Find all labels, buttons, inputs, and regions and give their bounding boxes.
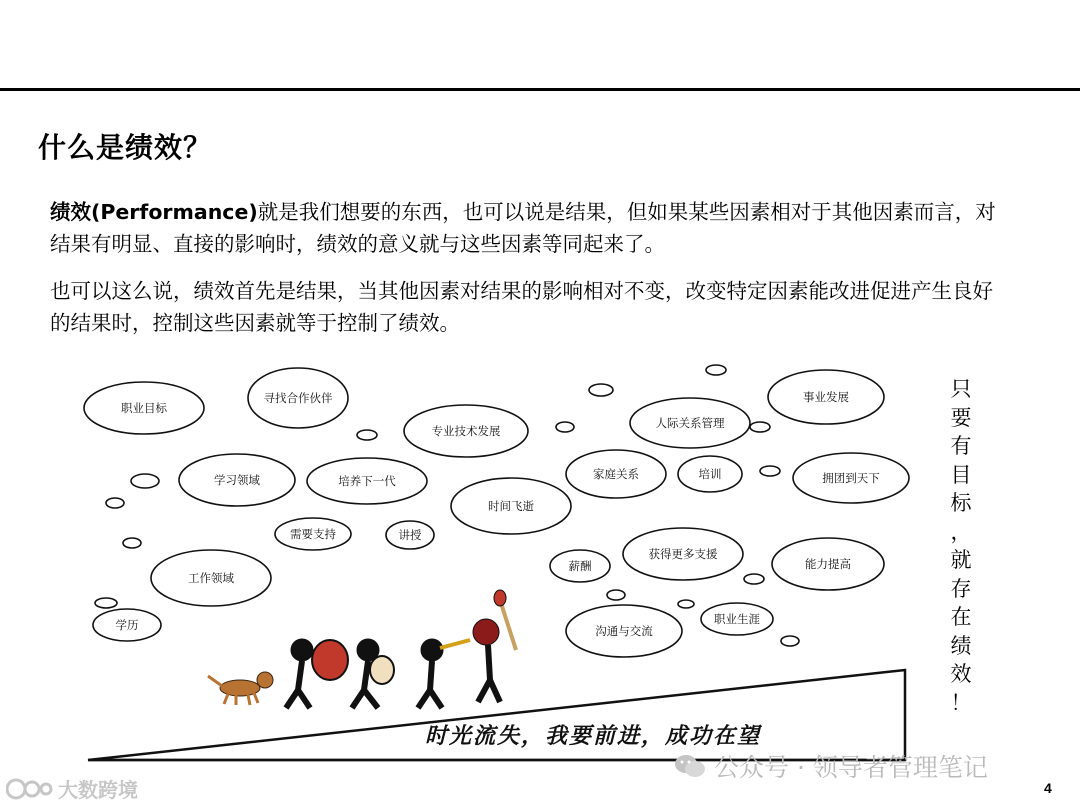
vertical-char: 只 [950, 377, 972, 401]
wechat-icon [674, 753, 706, 779]
bubble-label: 时间飞逝 [488, 499, 534, 513]
bubble-label: 专业技术发展 [431, 424, 501, 438]
bubble-label: 学习领域 [214, 473, 260, 487]
vertical-char: 目 [950, 462, 972, 487]
bubble-label: 能力提高 [805, 557, 851, 571]
vertical-char: 有 [950, 434, 972, 458]
paragraph-explanation: 也可以这么说，绩效首先是结果，当其他因素对结果的影响相对不变，改变特定因素能改进促进产生良好的结果时，控制这些因素就等于控制了绩效。 [50, 279, 993, 335]
vertical-slogan [946, 375, 976, 717]
bubble-label: 讲授 [398, 528, 422, 542]
paragraph-definition [50, 196, 1000, 260]
brand-logo [6, 774, 138, 803]
top-rule [0, 88, 1080, 91]
watermark-text: 公众号 · 领导者管理笔记 [714, 753, 988, 782]
bubble-label: 需要支持 [290, 527, 336, 541]
bubble-label: 沟通与交流 [595, 624, 653, 638]
vertical-char: 存 [950, 576, 972, 601]
bubble-label: 人际关系管理 [655, 416, 725, 430]
wechat-watermark [674, 748, 988, 784]
dog-figure [208, 672, 273, 705]
vertical-char: ， [950, 519, 972, 544]
bubble-label: 获得更多支援 [648, 547, 718, 561]
vertical-char: 在 [950, 605, 972, 629]
vertical-char: 效 [950, 662, 972, 686]
page-number: 4 [1044, 780, 1052, 796]
bubble-label: 工作领域 [188, 571, 234, 585]
bubble-label: 学历 [115, 618, 139, 632]
ramp-slogan: 时光流失，我要前进，成功在望 [425, 723, 762, 749]
performance-illustration [0, 350, 1080, 810]
vertical-char: 就 [950, 548, 972, 572]
brand-logo-text: 大数跨境 [58, 778, 138, 802]
vertical-char: 要 [950, 405, 972, 430]
bubble-label: 寻找合作伙伴 [263, 391, 333, 405]
marching-figures [286, 590, 516, 708]
vertical-char: 标 [950, 491, 972, 515]
bubble-label: 培养下一代 [338, 474, 396, 488]
vertical-char: 绩 [950, 633, 972, 658]
performance-term: 绩效(Performance) [50, 200, 258, 224]
bubble-label: 薪酬 [568, 559, 592, 573]
bubble-label: 职业目标 [121, 401, 167, 415]
page-title: 什么是绩效？ [38, 131, 213, 164]
bubble-label: 事业发展 [803, 390, 849, 404]
paragraph-definition-text: 就是我们想要的东西，也可以说是结果，但如果某些因素相对于其他因素而言，对结果有明显、直接的影响时，绩效的意义就与这些因素等同起来了。 [50, 200, 996, 256]
bubble-label: 拥团到天下 [822, 471, 880, 485]
bubble-label: 培训 [698, 467, 722, 481]
brand-logo-icon [6, 776, 54, 802]
bubble-label: 职业生涯 [714, 612, 760, 626]
bubble-label: 家庭关系 [593, 467, 639, 481]
vertical-char: ！ [950, 690, 972, 715]
